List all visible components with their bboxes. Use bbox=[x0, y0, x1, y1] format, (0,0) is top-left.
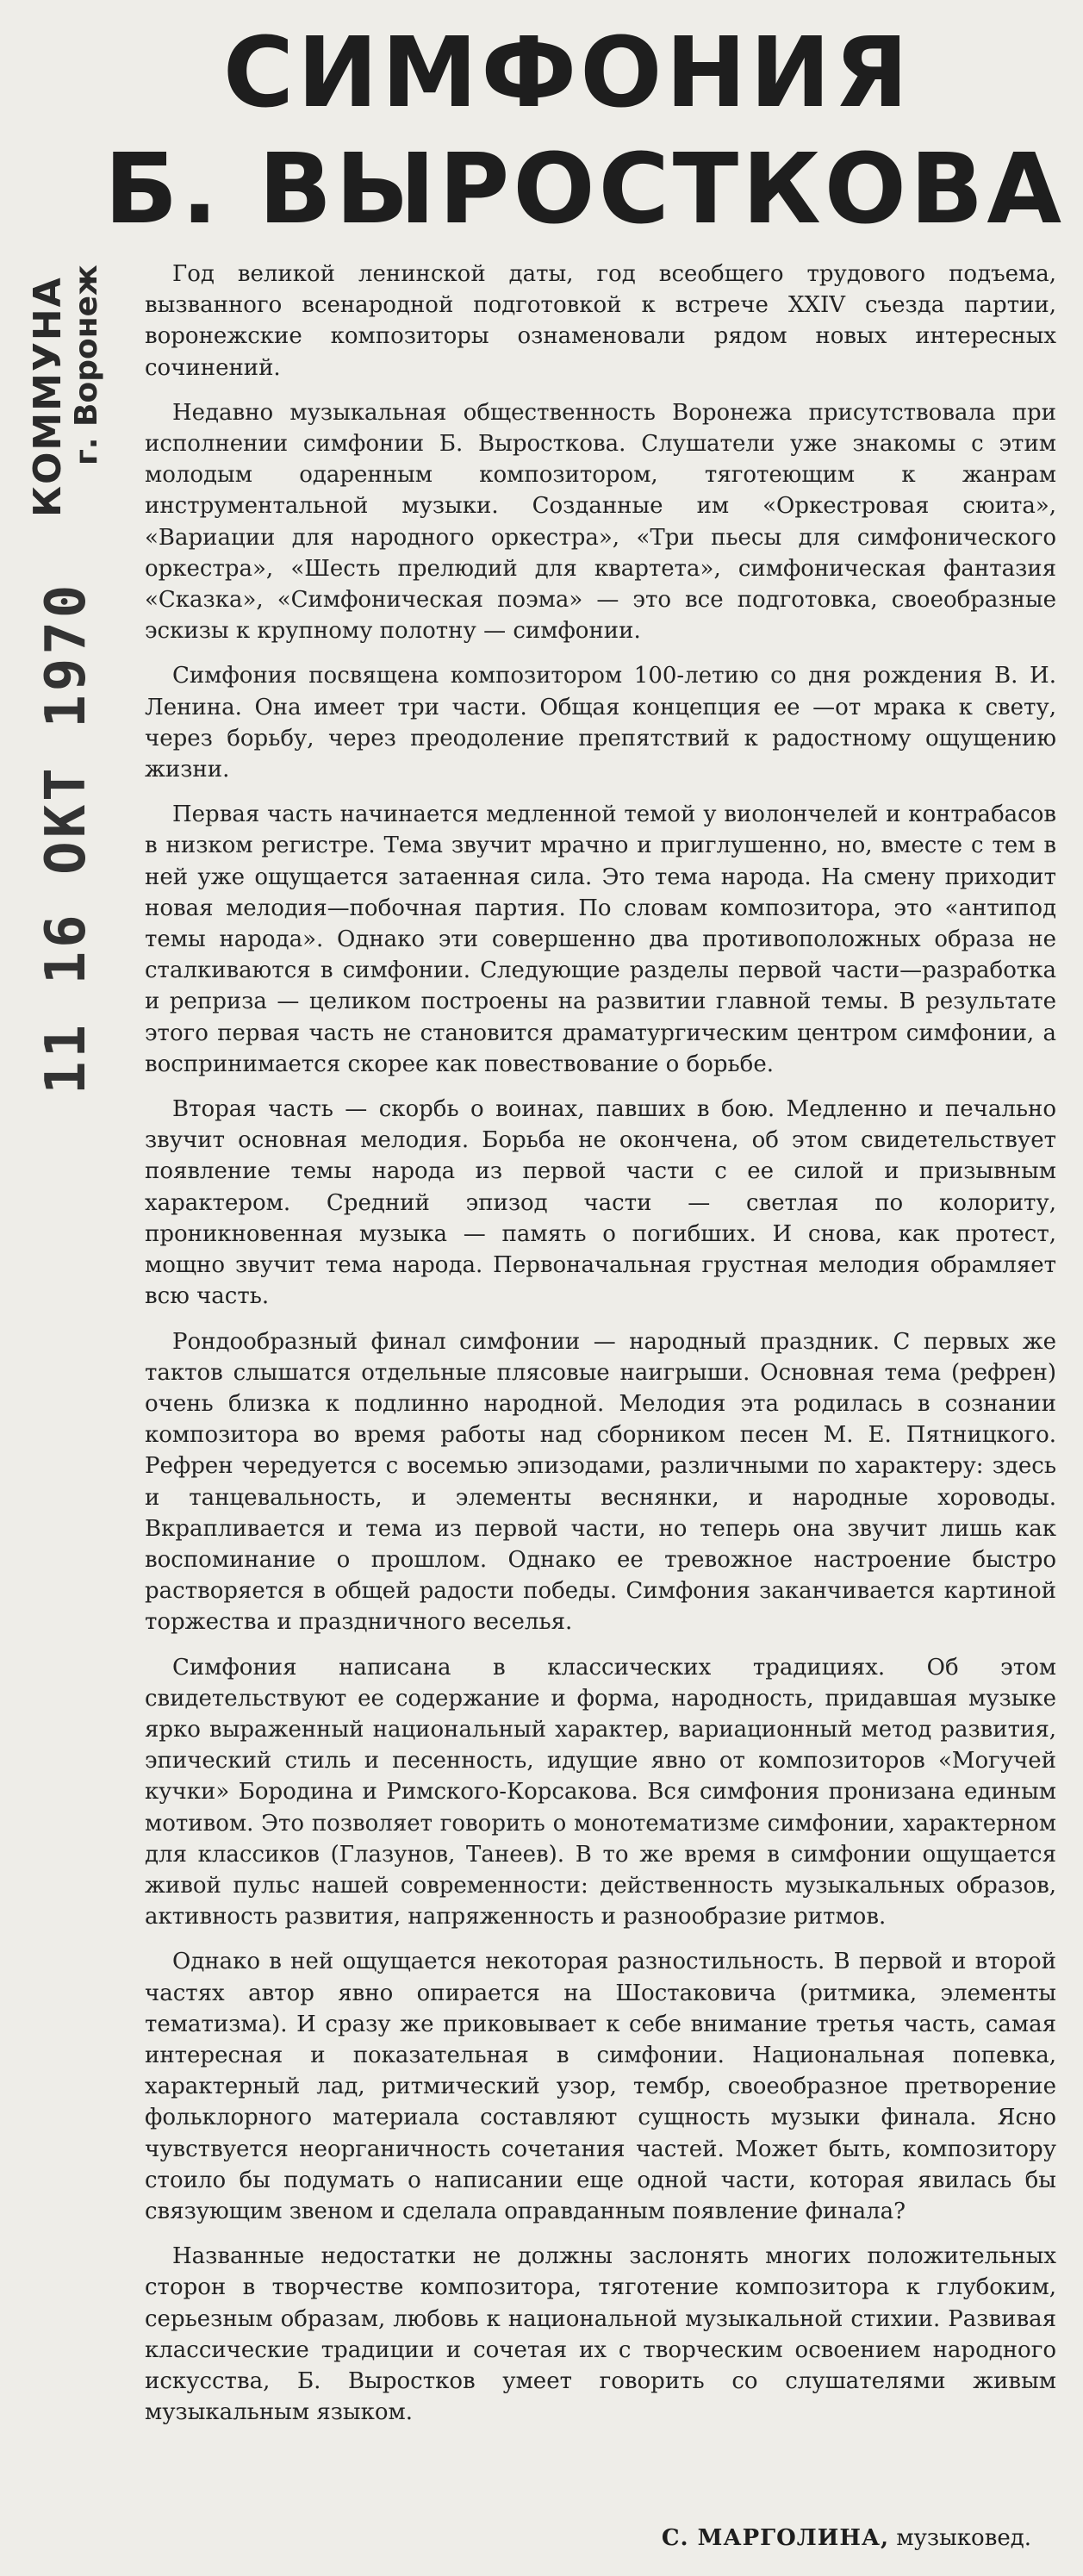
headline-line-2: Б. ВЫРОСТКОВА bbox=[103, 134, 1065, 246]
city-name: г. Воронеж bbox=[69, 265, 104, 465]
paragraph-7: Симфония написана в классических традициях. Об этом свидетельствуют ее содержание и форма, народность, придавшая музыке ярко выраженный национальный характер, вариационный метод развития, эпический стиль и песенность, идущие явно от композиторов «Могучей кучки» Бородина и Римского-Корсакова. Вся симфония пронизана единым мотивом. Это позволяет говорить о монотематизме симфонии, характерном для классиков (Глазунов, Танеев). В то же время в симфонии ощущается живой пульс нашей современности: действенность музыкальных образов, активность развития, напряженность и разнообразие ритмов. bbox=[145, 1654, 1056, 1930]
author-name: С. МАРГОЛИНА, bbox=[661, 2525, 890, 2551]
article-body bbox=[145, 259, 1056, 2442]
paragraph-8: Однако в ней ощущается некоторая разностильность. В первой и второй частях автор явно опирается на Шостаковича (ритмика, элементы тематизма). И сразу же приковывает к себе внимание третья часть, самая интересная и показательная в симфонии. Национальная попевка, характерный лад, ритмический узор, тембр, своеобразное претворение фольклорного материала составляют сущность музыки финала. Ясно чувствуется неорганичность сочетания частей. Может быть, композитору стоило бы подумать о написании еще одной части, которая явилась бы связующим звеном и сделала оправданным появление финала? bbox=[145, 1949, 1056, 2224]
author-role: музыковед. bbox=[896, 2525, 1031, 2551]
paragraph-5: Вторая часть — скорбь о воинах, павших в бою. Медленно и печально звучит основная мелодия. Борьба не окончена, об этом свидетельствует появление темы народа из первой части с ее силой и призывным характером. Средний эпизод части — светлая по колориту, проникновенная музыка — память о погибших. И снова, как протест, мощно звучит тема народа. Первоначальная грустная мелодия обрамляет всю часть. bbox=[145, 1096, 1056, 1310]
paragraph-1: Год великой ленинской даты, год всеобщего трудового подъема, вызванного всенародной подготовкой к встрече XXIV съезда партии, воронежские композиторы ознаменовали рядом новых интересных сочинений. bbox=[145, 261, 1056, 381]
paragraph-4: Первая часть начинается медленной темой у виолончелей и контрабасов в низком регистре. Тема звучит мрачно и приглушенно, но, вместе с тем в ней уже ощущается затаенная сила. Это тема народа. На смену приходит новая мелодия—побочная партия. По словам композитора, это «антипод темы народа». Однако эти совершенно два противоположных образа не сталкиваются в симфонии. Следующие разделы первой части—разработка и репризa — целиком построены на развитии главной темы. В результате этого первая часть не становится драматургическим центром симфонии, а воспринимается скорее как повествование о борьбе. bbox=[145, 801, 1056, 1077]
author-signature bbox=[662, 2525, 1031, 2551]
paragraph-9: Названные недостатки не должны заслонять многих положительных сторон в творчестве композитора, тяготение композитора к глубоким, серьезным образам, любовь к национальной музыкальной стихии. Развивая классические традиции и сочетая их с творческим освоением народного искусства, Б. Выростков умеет говорить со слушателями живым музыкальным языком. bbox=[145, 2243, 1056, 2426]
city-stamp bbox=[69, 233, 108, 465]
paragraph-2: Недавно музыкальная общественность Воронежа присутствовала при исполнении симфонии Б. Выросткова. Слушатели уже знакомы с этим молодым одаренным композитором, тяготеющим к жанрам инструментальной музыки. Созданные им «Оркестровая сюита», «Вариации для народного оркестра», «Три пьесы для симфонического оркестра», «Шесть прелюдий для квартета», симфоническая фантазия «Сказка», «Симфоническая поэма» — это все подготовка, своеобразные эскизы к крупному полотну — симфонии. bbox=[145, 399, 1056, 645]
date-text: 11 16 ОКТ 1970 bbox=[34, 581, 98, 1095]
date-stamp bbox=[34, 581, 98, 1095]
headline-line-1: СИМФОНИЯ bbox=[222, 17, 912, 129]
paragraph-3: Симфония посвящена композитором 100-летию со дня рождения В. И. Ленина. Она имеет три части. Общая концепция ее —от мрака к свету, через борьбу, через преодоление препятствий к радостному ощущению жизни. bbox=[145, 663, 1056, 783]
newspaper-name: КОММУНА bbox=[26, 276, 70, 517]
paragraph-6: Рондообразный финал симфонии — народный праздник. С первых же тактов слышатся отдельные плясовые наигрыши. Основная тема (рефрен) очень близка к подлинно народной. Мелодия эта родилась в сознании композитора во время работы над сборником песен М. Е. Пятницкого. Рефрен чередуется с восемью эпизодами, различными по характеру: здесь и танцевальность, и элементы веснянки, и народные хороводы. Вкрапливается и тема из первой части, но теперь она звучит лишь как воспоминание о прошлом. Однако ее тревожное настроение быстро растворяется в общей радости победы. Симфония заканчивается картиной торжества и праздничного веселья. bbox=[145, 1328, 1056, 1636]
